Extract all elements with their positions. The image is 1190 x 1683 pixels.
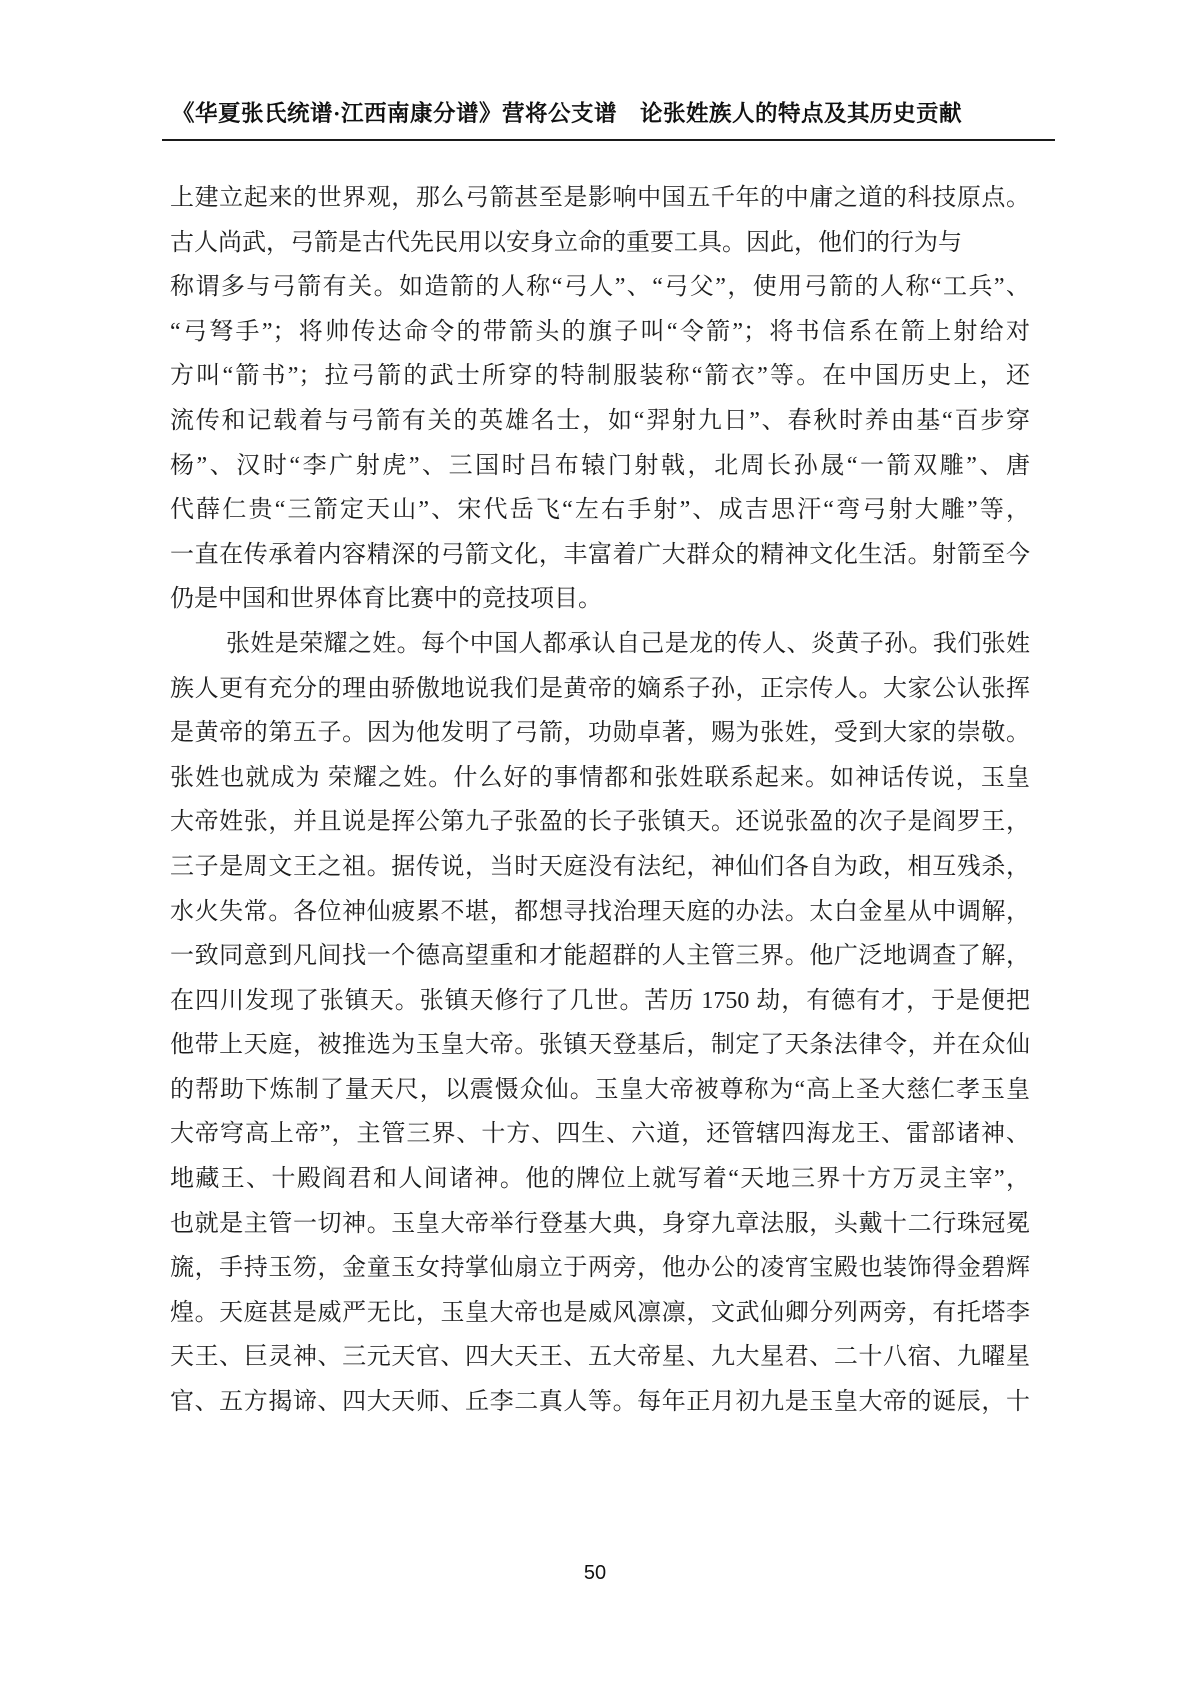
text-line: 代薛仁贵“三箭定天山”、宋代岳飞“左右手射”、成吉思汗“弯弓射大雕”等， xyxy=(170,497,1030,524)
text-line: 也就是主管一切神。玉皇大帝举行登基大典，身穿九章法服，头戴十二行珠冠冕 xyxy=(170,1210,1030,1237)
text-line: 的帮助下炼制了量天尺，以震慑众仙。玉皇大帝被尊称为“高上圣大慈仁孝玉皇 xyxy=(170,1076,1030,1103)
text-line: 张姓也就成为 荣耀之姓。什么好的事情都和张姓联系起来。如神话传说，玉皇 xyxy=(170,764,1030,791)
text-line: 张姓是荣耀之姓。每个中国人都承认自己是龙的传人、炎黄子孙。我们张姓 xyxy=(226,630,1030,657)
text-line: 他带上天庭，被推选为玉皇大帝。张镇天登基后，制定了天条法律令，并在众仙 xyxy=(170,1032,1030,1059)
document-body xyxy=(170,176,1030,1425)
text-line: 一致同意到凡间找一个德高望重和才能超群的人主管三界。他广泛地调查了解， xyxy=(170,943,1030,970)
text-line: 古人尚武，弓箭是古代先民用以安身立命的重要工具。因此，他们的行为与 xyxy=(170,229,962,256)
text-line: 上建立起来的世界观，那么弓箭甚至是影响中国五千年的中庸之道的科技原点。 xyxy=(170,185,1030,211)
page-number: 50 xyxy=(583,1562,607,1584)
text-line: 大帝姓张，并且说是挥公第九子张盈的长子张镇天。还说张盈的次子是阎罗王， xyxy=(170,809,1030,836)
text-line: 在四川发现了张镇天。张镇天修行了几世。苦历 1750 劫，有德有才，于是便把 xyxy=(170,987,1030,1014)
text-line: 旒，手持玉笏，金童玉女持掌仙扇立于两旁，他办公的凌宵宝殿也装饰得金碧辉 xyxy=(170,1255,1030,1282)
text-line: 杨”、汉时“李广射虎”、三国时吕布辕门射戟，北周长孙晟“一箭双雕”、唐 xyxy=(170,452,1030,479)
header-title: 《华夏张氏统谱·江西南康分谱》营将公支谱 论张姓族人的特点及其历史贡献 xyxy=(172,101,963,126)
text-line: 流传和记载着与弓箭有关的英雄名士，如“羿射九日”、春秋时养由基“百步穿 xyxy=(170,407,1030,434)
text-line: 天王、巨灵神、三元天官、四大天王、五大帝星、九大星君、二十八宿、九曜星 xyxy=(170,1344,1030,1371)
text-line: 仍是中国和世界体育比赛中的竞技项目。 xyxy=(170,586,602,613)
text-line: 一直在传承着内容精深的弓箭文化，丰富着广大群众的精神文化生活。射箭至今 xyxy=(170,541,1030,568)
text-line: “弓弩手”；将帅传达命令的带箭头的旗子叫“令箭”；将书信系在箭上射给对 xyxy=(170,318,1030,345)
text-line: 官、五方揭谛、四大天师、丘李二真人等。每年正月初九是玉皇大帝的诞辰，十 xyxy=(170,1389,1030,1416)
text-line: 三子是周文王之祖。据传说，当时天庭没有法纪，神仙们各自为政，相互残杀， xyxy=(170,853,1030,880)
text-line: 方叫“箭书”；拉弓箭的武士所穿的特制服装称“箭衣”等。在中国历史上，还 xyxy=(170,363,1030,390)
text-line: 地藏王、十殿阎君和人间诸神。他的牌位上就写着“天地三界十方万灵主宰”， xyxy=(170,1166,1030,1193)
text-line: 是黄帝的第五子。因为他发明了弓箭，功勋卓著，赐为张姓，受到大家的崇敬。 xyxy=(170,720,1030,747)
text-line: 煌。天庭甚是威严无比，玉皇大帝也是威风凛凛，文武仙卿分列两旁，有托塔李 xyxy=(170,1299,1030,1326)
text-line: 称谓多与弓箭有关。如造箭的人称“弓人”、“弓父”，使用弓箭的人称“工兵”、 xyxy=(170,274,1030,301)
text-line: 大帝穹高上帝”，主管三界、十方、四生、六道，还管辖四海龙王、雷部诸神、 xyxy=(170,1121,1030,1148)
text-line: 族人更有充分的理由骄傲地说我们是黄帝的嫡系子孙，正宗传人。大家公认张挥 xyxy=(170,675,1030,702)
text-line: 水火失常。各位神仙疲累不堪，都想寻找治理天庭的办法。太白金星从中调解， xyxy=(170,898,1030,925)
page-header xyxy=(162,96,1055,141)
